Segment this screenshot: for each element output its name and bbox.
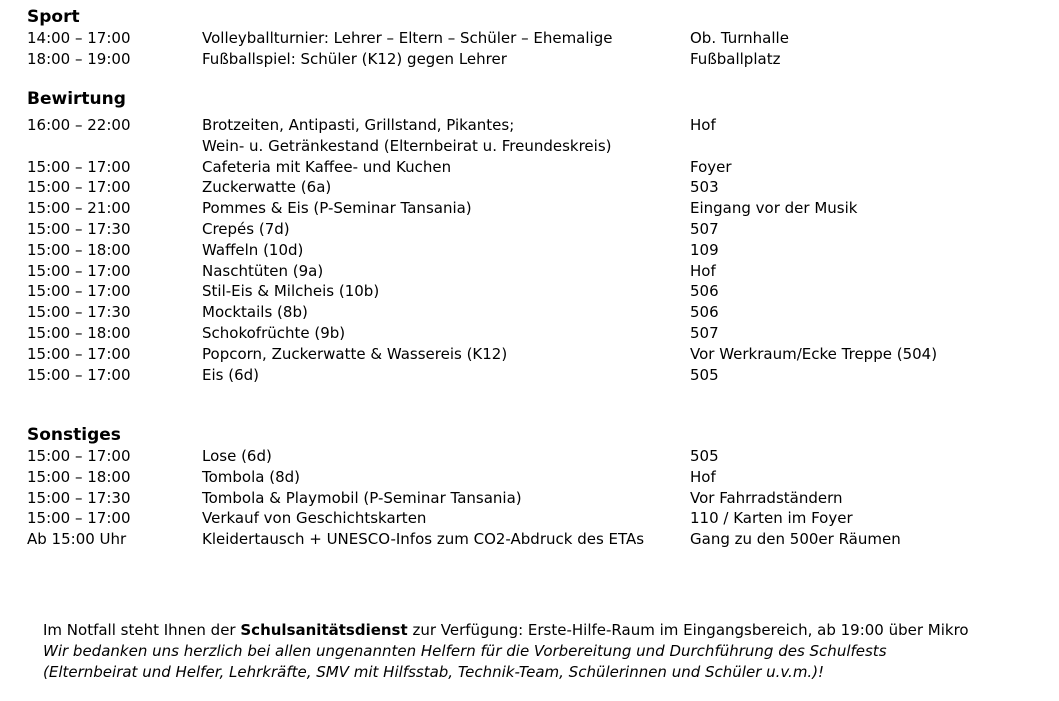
row-description: Verkauf von Geschichtskarten bbox=[202, 509, 427, 528]
row-time: 15:00 – 17:00 bbox=[27, 509, 131, 528]
row-description: Crepés (7d) bbox=[202, 219, 290, 238]
schedule-row bbox=[27, 529, 1027, 550]
thanks-line-1: Wir bedanken uns herzlich bei allen ungenannten Helfern für die Vorbereitung und Durchführung des Schulfests bbox=[43, 641, 887, 660]
row-time: 15:00 – 21:00 bbox=[27, 199, 131, 218]
row-location: 110 / Karten im Foyer bbox=[690, 509, 853, 528]
row-time: 16:00 – 22:00 bbox=[27, 116, 131, 134]
row-description: Fußballspiel: Schüler (K12) gegen Lehrer bbox=[202, 49, 507, 68]
row-time: 15:00 – 17:30 bbox=[27, 488, 131, 507]
schedule-row bbox=[27, 344, 1027, 365]
schedule-row bbox=[27, 49, 1027, 70]
schedule-row bbox=[27, 240, 1027, 261]
row-description: Lose (6d) bbox=[202, 447, 272, 465]
schedule-row bbox=[27, 281, 1027, 302]
row-location: 109 bbox=[690, 240, 719, 259]
section-title-bewirtung: Bewirtung bbox=[27, 89, 126, 109]
schedule-row bbox=[27, 488, 1027, 509]
row-location: 503 bbox=[690, 178, 719, 197]
row-description: Kleidertausch + UNESCO-Infos zum CO2-Abdruck des ETAs bbox=[202, 530, 645, 549]
row-time: 15:00 – 17:00 bbox=[27, 261, 131, 280]
row-location: Vor Werkraum/Ecke Treppe (504) bbox=[690, 344, 938, 363]
emergency-notice-suffix: zur Verfügung: Erste-Hilfe-Raum im Eingangsbereich, ab 19:00 über Mikro bbox=[407, 621, 969, 639]
row-time: 18:00 – 19:00 bbox=[27, 49, 131, 68]
row-time: 15:00 – 17:30 bbox=[27, 303, 131, 322]
row-location: 506 bbox=[690, 303, 719, 322]
section-sport bbox=[27, 7, 1027, 70]
row-description bbox=[202, 115, 612, 157]
section-title-sonstiges: Sonstiges bbox=[27, 425, 121, 445]
schedule-row bbox=[27, 323, 1027, 344]
schedule-row bbox=[27, 446, 1027, 467]
row-location: Ob. Turnhalle bbox=[690, 29, 789, 47]
emergency-notice-prefix: Im Notfall steht Ihnen der bbox=[43, 621, 241, 639]
row-description: Volleyballturnier: Lehrer – Eltern – Schüler – Ehemalige bbox=[202, 29, 613, 47]
schedule-row bbox=[27, 115, 1027, 157]
emergency-notice bbox=[43, 620, 1043, 641]
row-description: Naschtüten (9a) bbox=[202, 261, 324, 280]
section-sonstiges bbox=[27, 425, 1027, 550]
schedule-row bbox=[27, 508, 1027, 529]
footer-notes bbox=[43, 620, 1043, 682]
row-description: Waffeln (10d) bbox=[202, 240, 304, 259]
schedule-row bbox=[27, 219, 1027, 240]
row-location: 506 bbox=[690, 282, 719, 301]
row-description: Mocktails (8b) bbox=[202, 303, 308, 322]
row-time: 15:00 – 17:00 bbox=[27, 178, 131, 197]
row-location: Gang zu den 500er Räumen bbox=[690, 530, 901, 549]
section-title-sport: Sport bbox=[27, 7, 80, 27]
row-time: 15:00 – 17:00 bbox=[27, 344, 131, 363]
row-time: 15:00 – 18:00 bbox=[27, 467, 131, 486]
row-description: Tombola (8d) bbox=[202, 467, 300, 486]
row-time: 14:00 – 17:00 bbox=[27, 29, 131, 47]
schedule-row bbox=[27, 261, 1027, 282]
row-location: Eingang vor der Musik bbox=[690, 199, 858, 218]
row-description-line-1: Brotzeiten, Antipasti, Grillstand, Pikantes; bbox=[202, 116, 515, 134]
schedule-row bbox=[27, 365, 1027, 386]
emergency-service-name: Schulsanitätsdienst bbox=[240, 621, 408, 639]
row-description-line-2: Wein- u. Getränkestand (Elternbeirat u. Freundeskreis) bbox=[202, 136, 612, 155]
row-description: Cafeteria mit Kaffee- und Kuchen bbox=[202, 157, 452, 176]
row-location: Hof bbox=[690, 116, 716, 134]
schedule-row bbox=[27, 28, 1027, 49]
row-time: 15:00 – 18:00 bbox=[27, 240, 131, 259]
schedule-row bbox=[27, 467, 1027, 488]
row-description: Stil-Eis & Milcheis (10b) bbox=[202, 282, 380, 301]
row-description: Tombola & Playmobil (P-Seminar Tansania) bbox=[202, 488, 522, 507]
row-time: 15:00 – 17:00 bbox=[27, 365, 131, 384]
row-time: 15:00 – 18:00 bbox=[27, 323, 131, 342]
row-description: Schokofrüchte (9b) bbox=[202, 323, 346, 342]
row-time: 15:00 – 17:00 bbox=[27, 282, 131, 301]
row-location: 505 bbox=[690, 447, 719, 465]
row-description: Popcorn, Zuckerwatte & Wassereis (K12) bbox=[202, 344, 508, 363]
row-location: 507 bbox=[690, 323, 719, 342]
row-location: 505 bbox=[690, 365, 719, 384]
row-description: Pommes & Eis (P-Seminar Tansania) bbox=[202, 199, 472, 218]
row-location: Hof bbox=[690, 261, 716, 280]
row-location: 507 bbox=[690, 219, 719, 238]
row-location: Hof bbox=[690, 467, 716, 486]
row-time: Ab 15:00 Uhr bbox=[27, 530, 127, 549]
schedule-row bbox=[27, 198, 1027, 219]
row-location: Vor Fahrradständern bbox=[690, 488, 843, 507]
row-location: Foyer bbox=[690, 157, 732, 176]
row-description: Zuckerwatte (6a) bbox=[202, 178, 332, 197]
thanks-line-2: (Elternbeirat und Helfer, Lehrkräfte, SMV mit Hilfsstab, Technik-Team, Schülerinnen und Schüler u.v.m.)! bbox=[43, 662, 825, 681]
row-description: Eis (6d) bbox=[202, 365, 259, 384]
schedule-row bbox=[27, 177, 1027, 198]
row-time: 15:00 – 17:00 bbox=[27, 157, 131, 176]
row-location: Fußballplatz bbox=[690, 49, 781, 68]
section-bewirtung bbox=[27, 89, 1027, 385]
schedule-row bbox=[27, 157, 1027, 178]
row-time: 15:00 – 17:30 bbox=[27, 219, 131, 238]
row-time: 15:00 – 17:00 bbox=[27, 447, 131, 465]
schedule-row bbox=[27, 302, 1027, 323]
